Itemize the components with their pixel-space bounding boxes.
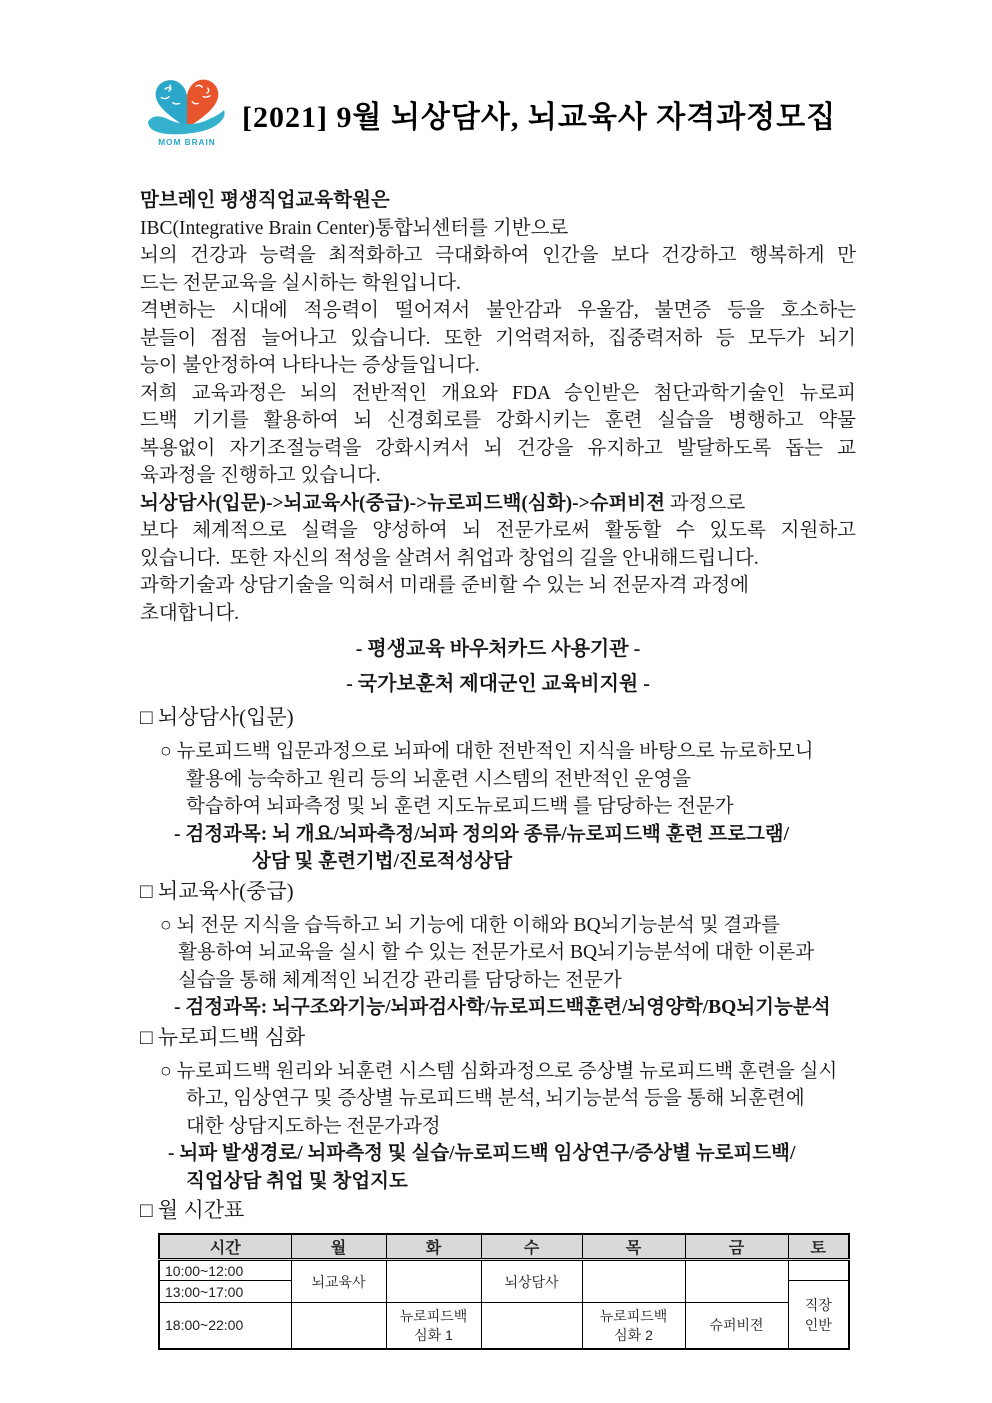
- intro-line: 저희 교육과정은 뇌의 전반적인 개요와 FDA 승인받은 첨단과학기술인 뉴로피: [140, 382, 856, 404]
- section-title-educator: □ 뇌교육사(중급): [140, 878, 294, 903]
- course-subjects-line: - 검정과목: 뇌 개요/뇌파측정/뇌파 정의와 종류/뉴로피드백 훈련 프로그램/: [174, 823, 790, 845]
- course-desc-line: 실습을 통해 체계적인 뇌건강 관리를 담당하는 전문가: [178, 969, 622, 991]
- course-subjects-line: - 검정과목: 뇌구조와기능/뇌파검사학/뉴로피드백훈련/뇌영양학/BQ뇌기능분석: [174, 997, 831, 1018]
- schedule-cell-fri-evening: 슈퍼비젼: [685, 1303, 788, 1350]
- notice-veterans: - 국가보훈처 제대군인 교육비지원 -: [346, 673, 650, 695]
- course-subjects-line: 상담 및 훈련기법/진로적성상담: [252, 851, 513, 872]
- intro-line: 보다 체계적으로 실력을 양성하여 뇌 전문가로써 활동할 수 있도록 지원하고: [140, 520, 856, 541]
- schedule-cell-wed-evening: [481, 1303, 582, 1350]
- time-cell: 13:00~17:00: [159, 1281, 291, 1303]
- course-desc-line: ○ 뉴로피드백 입문과정으로 뇌파에 대한 전반적인 지식을 바탕으로 뉴로하모니: [160, 741, 814, 762]
- course-path-bold: 뇌상담사(입문)->뇌교육사(중급)->뉴로피드백(심화)->슈퍼비젼: [140, 492, 666, 514]
- intro-line: 드백 기기를 활용하여 뇌 신경회로를 강화시키는 훈련 실습을 병행하고 약물: [140, 410, 856, 431]
- notice-block: [140, 632, 856, 702]
- intro-line: IBC(Integrative Brain Center)통합뇌센터를 기반으로: [140, 217, 569, 239]
- course-desc-line: 대한 상담지도하는 전문가과정: [186, 1115, 441, 1137]
- schedule-header-cell: 금: [685, 1234, 788, 1260]
- section-title-neurofeedback: □ 뉴로피드백 심화: [140, 1024, 306, 1049]
- schedule-table: [158, 1233, 850, 1350]
- course-desc-line: 학습하여 뇌파측정 및 뇌 훈련 지도뉴로피드백 를 담당하는 전문가: [186, 796, 734, 817]
- schedule-header-cell: 시간: [159, 1234, 291, 1260]
- schedule-cell-sat-class: 직장 인반: [788, 1281, 849, 1350]
- course-desc-line: ○ 뉴로피드백 원리와 뇌훈련 시스템 심화과정으로 증상별 뉴로피드백 훈련을 실시: [160, 1060, 838, 1082]
- course2-description: [140, 912, 856, 1022]
- schedule-cell-sat-morning: [788, 1260, 849, 1281]
- document-header: [146, 72, 836, 155]
- course-desc-line: 활용에 능숙하고 원리 등의 뇌훈련 시스템의 전반적인 운영을: [186, 768, 692, 790]
- schedule-cell-tue-evening: 뉴로피드백 심화 1: [386, 1303, 481, 1350]
- course-path-line: [140, 490, 856, 518]
- section-title-counselor: □ 뇌상담사(입문): [140, 705, 294, 729]
- course-subjects-line: 직업상담 취업 및 창업지도: [186, 1170, 408, 1192]
- mom-brain-logo: [146, 72, 228, 155]
- intro-line: 드는 전문교육을 실시하는 학원입니다.: [140, 272, 461, 294]
- schedule-cell-mon-day: 뇌교육사: [291, 1260, 386, 1303]
- schedule-header-cell: 목: [582, 1234, 685, 1260]
- schedule-header-cell: 수: [481, 1234, 582, 1260]
- time-cell: 18:00~22:00: [159, 1303, 291, 1350]
- course-path-rest: 과정으로: [665, 492, 746, 514]
- schedule-header-row: [159, 1234, 849, 1260]
- schedule-header-cell: 토: [788, 1234, 849, 1260]
- schedule-header-cell: 월: [291, 1234, 386, 1260]
- course3-description: [140, 1058, 856, 1196]
- schedule-cell-thu-day: [582, 1260, 685, 1303]
- intro-line: 능이 불안정하여 나타나는 증상들입니다.: [140, 355, 480, 376]
- schedule-cell-fri-day: [685, 1260, 788, 1303]
- intro-line: 격변하는 시대에 적응력이 떨어져서 불안감과 우울감, 불면증 등을 호소하는: [140, 300, 856, 321]
- course-subjects-line: - 뇌파 발생경로/ 뇌파측정 및 실습/뉴로피드백 임상연구/증상별 뉴로피드백/: [168, 1143, 796, 1164]
- intro-line: 있습니다. 또한 자신의 적성을 살려서 취업과 창업의 길을 안내해드립니다.: [140, 547, 759, 569]
- section-title-schedule: □ 월 시간표: [140, 1198, 245, 1222]
- course-desc-line: 활용하여 뇌교육을 실시 할 수 있는 전문가로서 BQ뇌기능분석에 대한 이론과: [178, 942, 815, 963]
- brain-heart-hand-icon: [146, 72, 228, 150]
- schedule-header-cell: 화: [386, 1234, 481, 1260]
- logo-brand-text: MOM BRAIN: [158, 138, 216, 148]
- schedule-cell-tue-day: [386, 1260, 481, 1303]
- page-title: [2021] 9월 뇌상담사, 뇌교육사 자격과정모집: [242, 100, 837, 134]
- intro-line: 복용없이 자기조절능력을 강화시켜서 뇌 건강을 유지하고 발달하도록 돕는 교: [140, 437, 856, 459]
- schedule-row: [159, 1260, 849, 1281]
- intro-line: 초대합니다.: [140, 602, 240, 624]
- intro-line: 과학기술과 상담기술을 익혀서 미래를 준비할 수 있는 뇌 전문자격 과정에: [140, 575, 749, 596]
- course-desc-line: ○ 뇌 전문 지식을 습득하고 뇌 기능에 대한 이해와 BQ뇌기능분석 및 결과를: [160, 914, 780, 936]
- schedule-row: [159, 1303, 849, 1350]
- intro-line: 분들이 점점 늘어나고 있습니다. 또한 기억력저하, 집중력저하 등 모두가 뇌기: [140, 327, 856, 349]
- document-body: [140, 187, 856, 1223]
- intro-line: 육과정을 진행하고 있습니다.: [140, 465, 381, 486]
- course1-description: [140, 738, 856, 876]
- intro-line: 뇌의 건강과 능력을 최적화하고 극대화하여 인간을 보다 건강하고 행복하게 만: [140, 245, 856, 266]
- time-cell: 10:00~12:00: [159, 1260, 291, 1281]
- notice-voucher: - 평생교육 바우처카드 사용기관 -: [355, 638, 641, 660]
- schedule-cell-mon-evening: [291, 1303, 386, 1350]
- intro-heading: 맘브레인 평생직업교육학원은: [140, 190, 390, 211]
- schedule-cell-thu-evening: 뉴로피드백 심화 2: [582, 1303, 685, 1350]
- schedule-cell-wed-day: 뇌상담사: [481, 1260, 582, 1303]
- course-desc-line: 하고, 임상연구 및 증상별 뉴로피드백 분석, 뇌기능분석 등을 통해 뇌훈련에: [186, 1088, 805, 1109]
